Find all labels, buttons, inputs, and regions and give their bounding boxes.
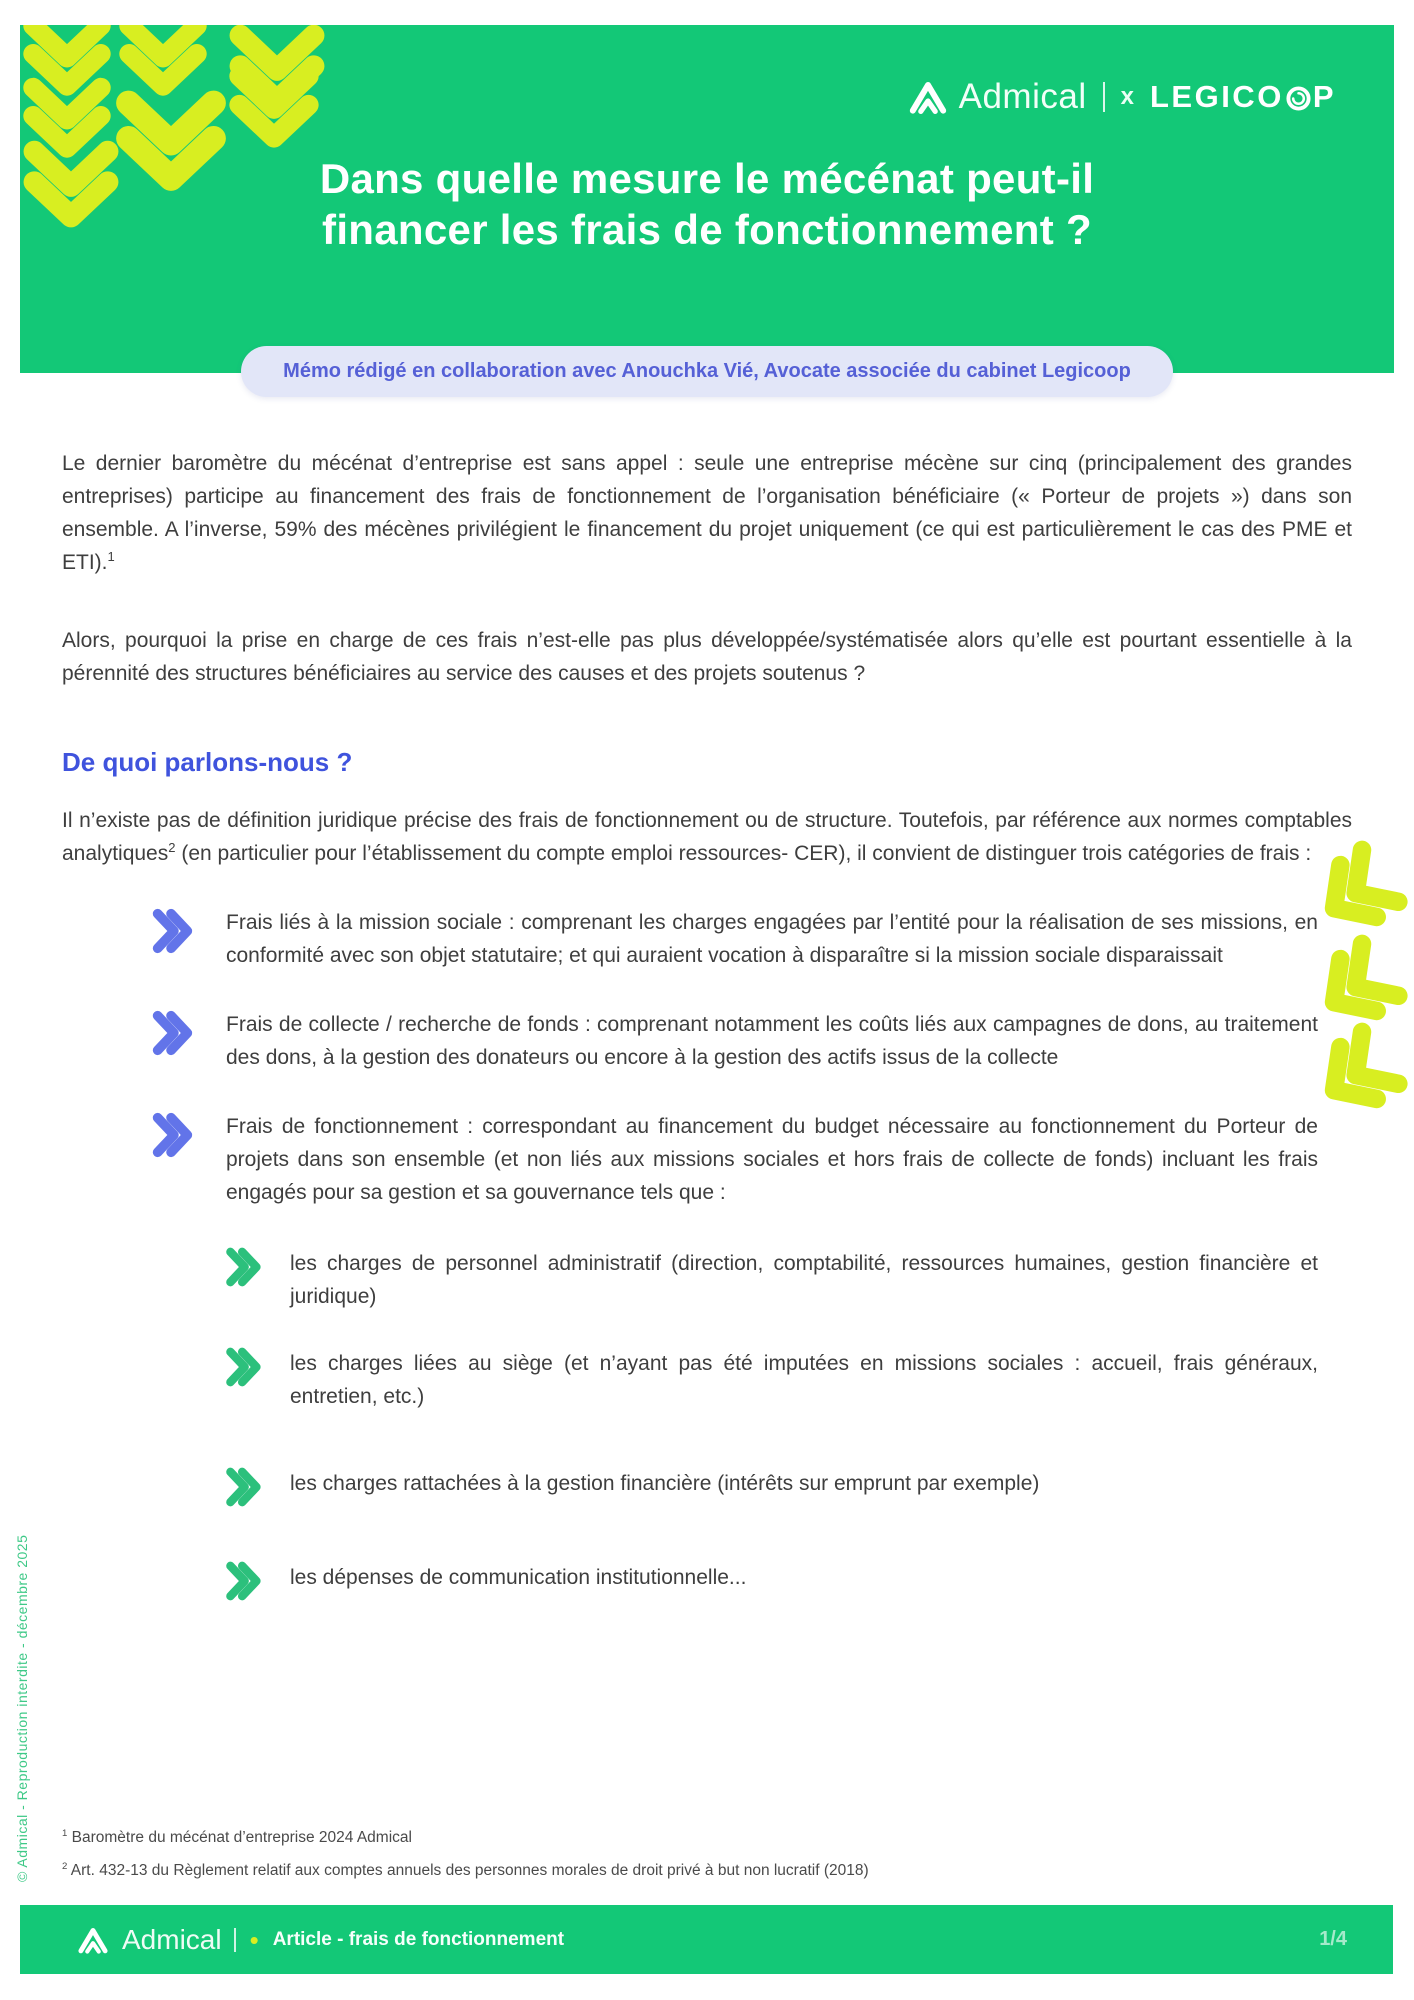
sub-list-item [222, 1467, 1318, 1509]
double-chevron-right-icon [222, 1245, 264, 1289]
admical-logo-icon [907, 77, 949, 117]
admical-wordmark: Admical [958, 77, 1087, 116]
section-heading: De quoi parlons-nous ? [62, 747, 353, 777]
chevron-down-icon [1299, 1011, 1414, 1134]
intro-paragraph-2: Alors, pourquoi la prise en charge de ces frais n’est-elle pas plus développée/systématisée alors qu’elle est pourtant essentielle à la pérennité des structures bénéficiaires au service des causes et des projets soutenus ? [62, 629, 1352, 685]
legicoop-wordmark: LEGICO P [1149, 79, 1336, 114]
footer-brand: Admical • Article - frais de fonctionnement [76, 1924, 564, 1956]
double-chevron-right-icon [222, 1345, 264, 1389]
footnote: $^1$ Baromètre du mécénat d’entreprise 2024 Admical [62, 1827, 412, 1846]
definition-paragraph: Il n’existe pas de définition juridique précise des frais de fonctionnement ou de structure. Toutefois, par référence aux normes comptables analytiques$^2$ (en particulier pour l’établissement du compte emploi ressources- CER), il convient de distinguer trois catégories de frais : [62, 809, 1352, 865]
footer-admical-wordmark: Admical [122, 1923, 222, 1955]
page-title [20, 153, 1394, 255]
sub-list-item [222, 1561, 1318, 1603]
admical-logo-icon [76, 1924, 110, 1956]
list-item [148, 1110, 1318, 1209]
sub-list-item-text: les charges rattachées à la gestion financière (intérêts sur emprunt par exemple) [290, 1472, 1040, 1495]
footnote-ref-1: 1 [107, 549, 115, 564]
list-item [148, 906, 1318, 972]
side-chevron-decoration [1316, 940, 1406, 1028]
double-chevron-right-icon [148, 906, 196, 956]
brand-separator [1103, 82, 1105, 112]
double-chevron-right-icon [222, 1559, 264, 1603]
list-item-text: Frais de fonctionnement : correspondant au financement du budget nécessaire au fonctionnement du Porteur de projets dans son ensemble (et non liés aux missions sociales et hors frais de collecte de fonds) incluant les frais engagés pour sa gestion et sa gouvernance tels que : [226, 1115, 1318, 1204]
side-chevron-decoration [1316, 846, 1406, 934]
list-item-text: Frais liés à la mission sociale : comprenant les charges engagées par l’entité pour la réalisation de ses missions, en conformité avec son objet statutaire; et qui auraient vocation à disparaître si la mission sociale disparaissait [226, 911, 1318, 967]
double-chevron-right-icon [148, 1008, 196, 1058]
double-chevron-right-icon [148, 1110, 196, 1160]
list-item-text: Frais de collecte / recherche de fonds : comprenant notamment les coûts liés aux campagnes de dons, au traitement des dons, à la gestion des donateurs ou encore à la gestion des actifs issus de la collecte [226, 1013, 1318, 1069]
footnote: $^2$ Art. 432-13 du Règlement relatif aux comptes annuels des personnes morales de droit privé à but non lucratif (2018) [62, 1860, 869, 1880]
admical-brand [907, 77, 1087, 117]
intro-paragraph-1: Le dernier baromètre du mécénat d’entreprise est sans appel : seule une entreprise mécène sur cinq (principalement des grandes entreprises) participe au financement des frais de fonctionnement de l’organisation bénéficiaire (« Porteur de projets ») dans son ensemble. A l’inverse, 59% des mécènes privilégient le financement du projet uniquement (ce qui est particulièrement le cas des PME et ETI).$^1$ [62, 452, 1352, 574]
sub-list-item [222, 1347, 1318, 1413]
footer-bar [20, 1905, 1393, 1974]
list-item [148, 1008, 1318, 1074]
footnote-ref-2: 2 [168, 840, 176, 855]
brand-x: x [1120, 83, 1134, 110]
footnotes [62, 1828, 1334, 1894]
sub-list-item-text: les dépenses de communication institutionnelle... [290, 1566, 747, 1589]
sub-list-item-text: les charges liées au siège (et n’ayant pas été imputées en missions sociales : accueil, frais généraux, entretien, etc.) [290, 1352, 1318, 1408]
copyright-vertical-note: © Admical - Reproduction interdite - décembre 2025 [14, 1534, 30, 1882]
memo-pill: Mémo rédigé en collaboration avec Anouchka Vié, Avocate associée du cabinet Legicoop [241, 346, 1173, 397]
coop-o-icon [1285, 84, 1312, 111]
chevron-down-icon [226, 55, 322, 151]
sub-list-item-text: les charges de personnel administratif (direction, comptabilité, ressources humaines, gestion financière et juridique) [290, 1252, 1318, 1308]
page-title-line2: financer les frais de fonctionnement ? [322, 206, 1092, 254]
side-chevron-decoration [1316, 1028, 1406, 1116]
sub-list-item [222, 1247, 1318, 1313]
double-chevron-right-icon [222, 1465, 264, 1509]
footer-label: Article - frais de fonctionnement [272, 1928, 565, 1950]
brand-row [907, 77, 1336, 117]
header-banner [20, 25, 1394, 373]
page-title-line1: Dans quelle mesure le mécénat peut-il [319, 155, 1095, 202]
page-indicator: 1/4 [1319, 1928, 1347, 1950]
footer-separator [234, 1928, 236, 1952]
